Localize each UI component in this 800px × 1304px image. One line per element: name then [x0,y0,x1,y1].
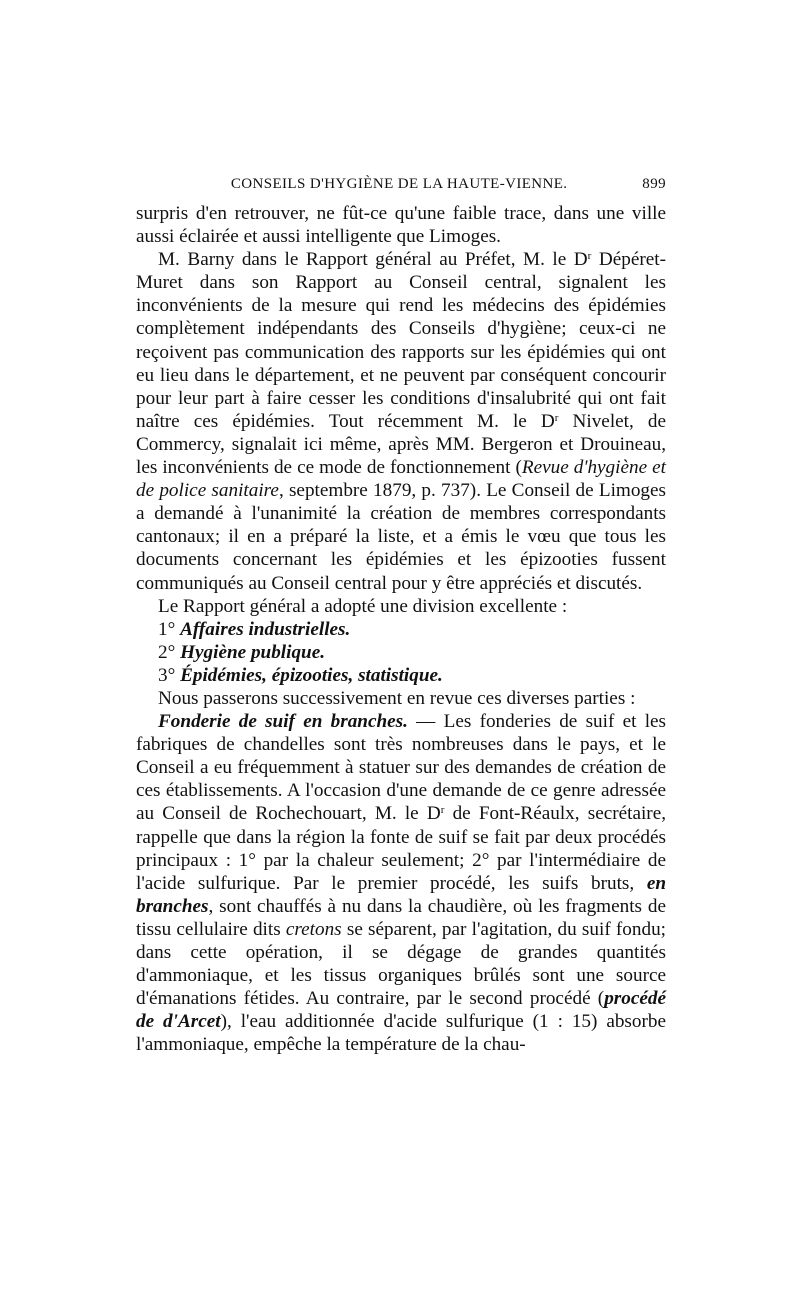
list-item [136,618,666,641]
list-item [136,641,666,664]
paragraph-text: se séparent, par l'agitation, du suif fondu; dans cette opération, il se dégage de grandes quantités d'ammoniaque, et les tissus organiques brûlés sont une source d'émanations fétides. Au contraire, par le second procédé ( [136,918,666,1010]
paragraph-text: Nous passerons successivement en revue ces diverses parties : [158,687,636,709]
superscript: r [554,411,559,424]
journal-title: Revue d'hygiène et de police sanitaire [136,457,666,502]
paragraph-fonderie [136,710,666,1056]
list-label: Affaires industrielles. [180,618,351,640]
emphasis: cretons [285,918,342,940]
paragraph-text: , sont chauffés à nu dans la chaudière, où les fragments de tissu cellulaire dits [136,895,666,940]
superscript: r [440,804,445,817]
paragraph-text: Nivelet, de Commercy, signalait ici même, après MM. Bergeron et Drouineau, les inconvénients de ce mode de fonctionnement ( [136,410,667,479]
paragraph-continuation [136,202,666,248]
running-title: CONSEILS D'HYGIÈNE DE LA HAUTE-VIENNE. [230,176,568,192]
list-number: 1° [158,618,176,640]
paragraph-text: M. Barny dans le Rapport général au Préfet, M. le D [158,249,588,271]
running-head [136,176,666,198]
paragraph-barny [136,248,666,594]
paragraph-text: Le Rapport général a adopté une division excellente : [158,595,568,617]
section-run-in-title: Fonderie de suif en branches. [158,711,408,733]
paragraph-text: Dépéret-Muret dans son Rapport au Conseil central, signalent les inconvénients de la mesure qui rend les médecins des épidémies complètement indépendants des Conseils d'hygiène; ceux-ci ne reçoivent pas communication des rapports sur les épidémies qui ont eu lieu dans le département, et ne peuvent par conséquent concourir pour leur part à faire cesser les conditions d'insalubrité qui ont fait naître ces épidémies. Tout récemment M. le D [136,249,666,432]
superscript: r [587,250,592,263]
paragraph-text: ), l'eau additionnée d'acide sulfurique (1 : 15) absorbe l'ammoniaque, empêche la température de la chau- [136,1011,666,1056]
emphasis: en branches [136,872,666,917]
page-number: 899 [642,176,666,192]
paragraph-text: de Font-Réaulx, secrétaire, rappelle que dans la région la fonte de suif se fait par deux procédés principaux : 1° par la chaleur seulement; 2° par l'intermédiaire de l'acide sulfurique. Par le premier procédé, les suifs bruts, [136,803,667,894]
list-label: Hygiène publique. [180,641,326,663]
paragraph-passerons [136,687,666,710]
paragraph-text: surpris d'en retrouver, ne fût-ce qu'une faible trace, dans une ville aussi éclairée et aussi intelligente que Limoges. [136,203,666,248]
body-text [136,202,666,1056]
book-page [136,176,666,1056]
list-number: 2° [158,641,176,663]
paragraph-division [136,595,666,618]
emphasis: procédé de d'Arcet [136,988,666,1033]
list-number: 3° [158,664,176,686]
list-label: Épidémies, épizooties, statistique. [180,664,443,686]
paragraph-text: — Les fonderies de suif et les fabriques de chandelles sont très nombreuses dans le pays, et le Conseil a eu fréquemment à statuer sur des demandes de création de ces établissements. A l'occasion d'une demande de ce genre adressée au Conseil de Rochechouart, M. le D [136,711,667,825]
paragraph-text: , septembre 1879, p. 737). Le Conseil de Limoges a demandé à l'unanimité la création de membres correspondants cantonaux; il en a préparé la liste, et a émis le vœu que tous les documents concernant les épidémies et les épizooties fussent communiqués au Conseil central pour y être appréciés et discutés. [136,480,666,594]
list-item [136,664,666,687]
